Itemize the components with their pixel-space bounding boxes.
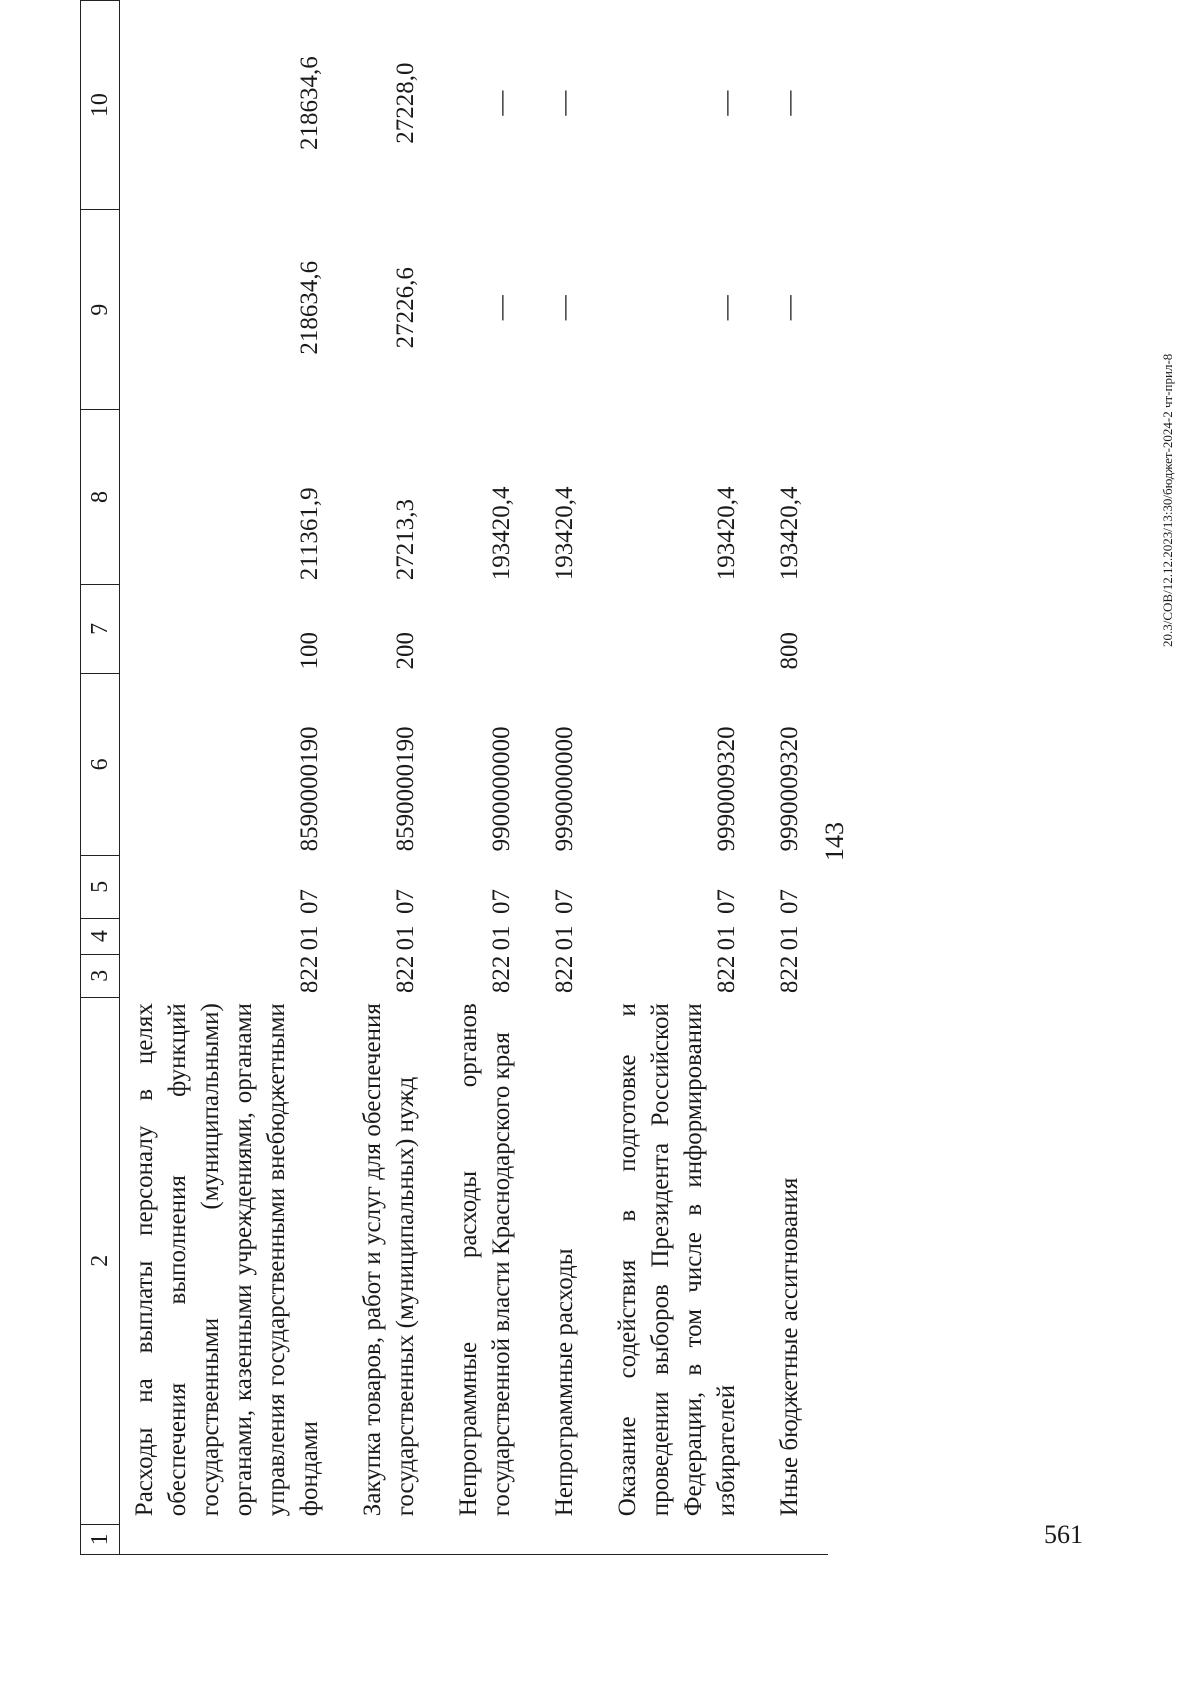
cell-description: Закупка товаров, работ и услуг для обеспечения государственных (муниципальных) нужд (359, 1003, 419, 1517)
cell-col9: 27226,6 (392, 267, 419, 349)
cell-col4: 01 (713, 925, 740, 951)
column-header: 5 (81, 855, 120, 918)
table-row (120, 1, 349, 1555)
cell-description: Непрограммные расходы (551, 1248, 578, 1517)
cell-col8: 211361,9 (296, 487, 323, 581)
cell-col4: 01 (296, 925, 323, 951)
cell-col7: 100 (296, 632, 323, 670)
sheet-number: 561 (1044, 1520, 1083, 1549)
cell-col6: 8590000190 (296, 726, 323, 852)
cell-col5: 07 (392, 889, 419, 915)
cell-col9: — (551, 295, 578, 321)
cell-col10: — (551, 90, 578, 116)
column-header: 6 (81, 674, 120, 856)
cell-col6: 9900000000 (488, 726, 515, 852)
cell-col10: — (776, 90, 803, 116)
column-header: 10 (81, 1, 120, 210)
column-header: 9 (81, 210, 120, 410)
table-header (81, 1, 120, 1555)
cell-col10: — (488, 90, 515, 116)
footer-document-code: 20.3/СОВ/12.12.2023/13:30/бюджет-2024-2 чт-прил-8 (1160, 353, 1175, 647)
cell-description: Иные бюджетные ассигнования (776, 1177, 803, 1517)
cell-col8: 193420,4 (488, 486, 515, 581)
cell-col5: 07 (776, 889, 803, 915)
column-header: 4 (81, 918, 120, 954)
cell-col1 (540, 1524, 603, 1554)
cell-col7: 800 (776, 632, 803, 670)
column-header: 3 (81, 954, 120, 997)
table-row (348, 1, 444, 1555)
cell-col8: 193420,4 (776, 486, 803, 581)
column-header: 1 (81, 1524, 120, 1554)
cell-description: Расходы на выплаты персоналу в целях обеспечения выполнения функций государственными (муниципальными) органами, казенными учреждениями, органами управления государственными внебюджетными фондами (131, 1003, 323, 1517)
table-row (603, 1, 765, 1555)
cell-col6: 9990009320 (776, 726, 803, 852)
cell-col4: 01 (488, 925, 515, 951)
cell-col10: 218634,6 (296, 56, 323, 150)
cell-col6: 8590000190 (392, 726, 419, 852)
cell-col4: 01 (392, 925, 419, 951)
cell-col9: — (713, 295, 740, 321)
cell-col9: — (776, 295, 803, 321)
table-row (765, 1, 828, 1555)
page-number: 143 (820, 822, 849, 861)
table-row (540, 1, 603, 1555)
cell-col1 (348, 1524, 444, 1554)
cell-col7 (603, 584, 765, 673)
cell-col10: — (713, 90, 740, 116)
column-header: 7 (81, 584, 120, 673)
cell-col5: 07 (551, 889, 578, 915)
cell-description: Оказание содействия в подготовке и проведении выборов Президента Российской Федерации, в том числе в информировании избирателей (614, 1003, 740, 1517)
cell-col4: 01 (776, 925, 803, 951)
cell-description: Непрограммные расходы органов государственной власти Краснодарского края (455, 1003, 515, 1517)
cell-col8: 27213,3 (392, 498, 419, 581)
cell-col7 (444, 584, 540, 673)
cell-col8: 193420,4 (713, 486, 740, 581)
cell-col6: 9990000000 (551, 726, 578, 852)
cell-col3: 822 (392, 955, 419, 994)
cell-col5: 07 (296, 889, 323, 915)
cell-col3: 822 (776, 955, 803, 994)
cell-col9: 218634,6 (296, 260, 323, 355)
budget-table (80, 0, 828, 1555)
column-header: 2 (81, 997, 120, 1524)
column-header: 8 (81, 410, 120, 585)
table-row (444, 1, 540, 1555)
cell-col9: — (488, 295, 515, 321)
cell-col4: 01 (551, 925, 578, 951)
cell-col6: 9990009320 (713, 726, 740, 852)
cell-col3: 822 (551, 955, 578, 994)
cell-col8: 193420,4 (551, 486, 578, 581)
cell-col3: 822 (296, 955, 323, 994)
cell-col3: 822 (713, 955, 740, 994)
cell-col1 (765, 1524, 828, 1554)
cell-col7: 200 (392, 632, 419, 670)
cell-col3: 822 (488, 955, 515, 994)
cell-col1 (444, 1524, 540, 1554)
cell-col1 (120, 1524, 349, 1554)
cell-col10: 27228,0 (392, 62, 419, 144)
cell-col1 (603, 1524, 765, 1554)
cell-col5: 07 (488, 889, 515, 915)
cell-col5: 07 (713, 889, 740, 915)
cell-col7 (540, 584, 603, 673)
